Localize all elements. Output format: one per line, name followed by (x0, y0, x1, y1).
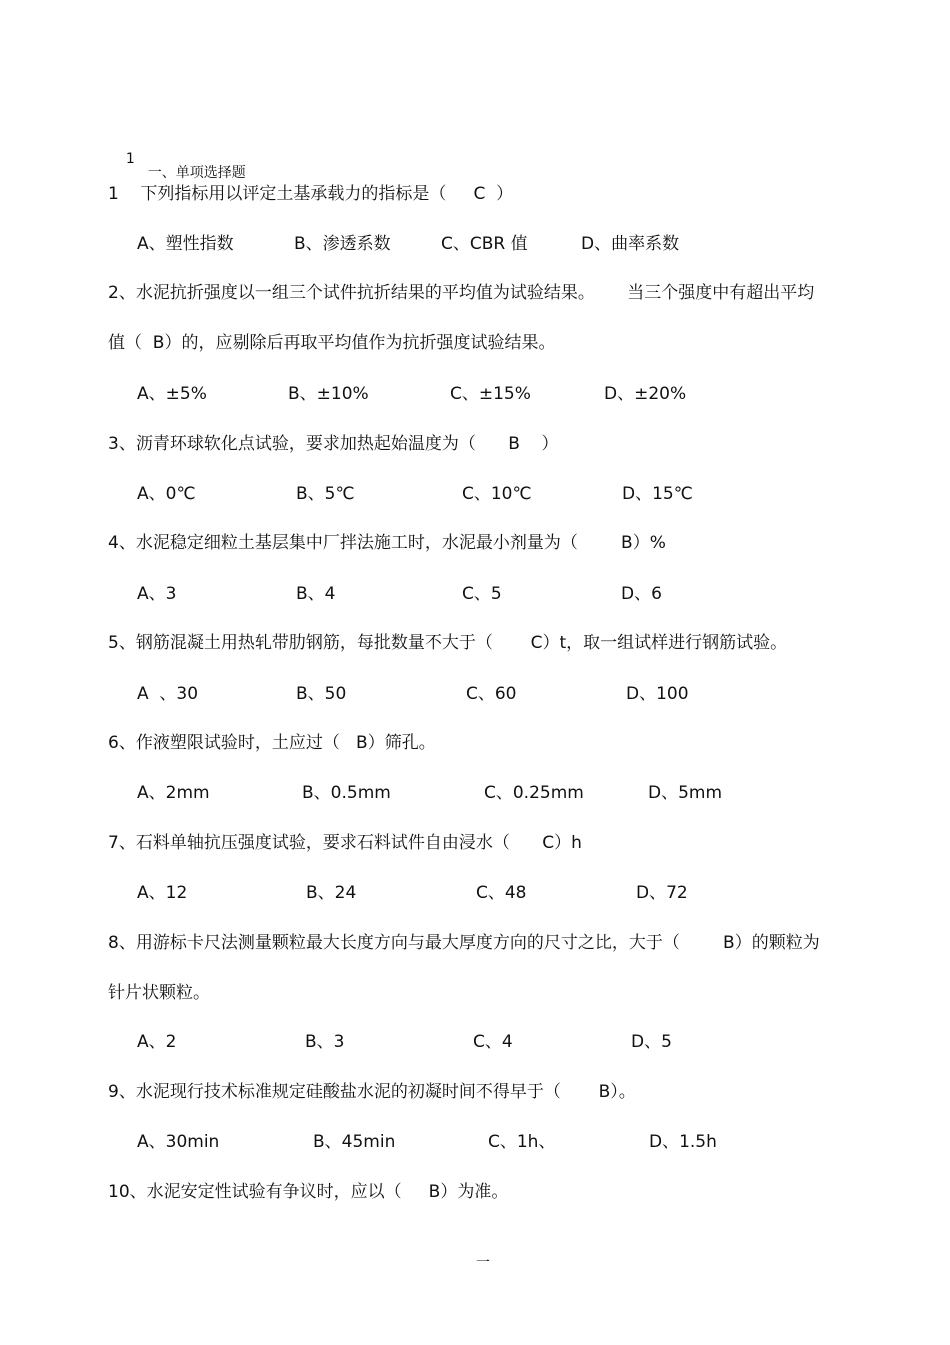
question-9: 9、水泥现行技术标准规定硅酸盐水泥的初凝时间不得早于（ B）。 (108, 1082, 636, 1102)
question-5: 5、钢筋混凝土用热轧带肋钢筋，每批数量不大于（ C）t，取一组试样进行钢筋试验。 (108, 633, 788, 653)
option-a: A、2mm (137, 783, 210, 803)
question-3: 3、沥青环球软化点试验，要求加热起始温度为（ B ） (108, 434, 559, 454)
option-c: C、60 (466, 684, 517, 704)
question-1: 1 下列指标用以评定土基承载力的指标是（ C ） (108, 184, 514, 204)
option-b: B、24 (306, 883, 357, 903)
option-d: D、15℃ (622, 484, 693, 504)
option-b: B、50 (296, 684, 347, 704)
option-c: C、10℃ (462, 484, 532, 504)
option-d: D、1.5h (649, 1132, 717, 1152)
page-number: 一 (476, 1255, 490, 1271)
option-c: C、CBR 值 (441, 234, 528, 254)
option-b: B、渗透系数 (294, 234, 391, 254)
option-d: D、曲率系数 (581, 234, 680, 254)
option-a: A、3 (137, 584, 177, 604)
option-a: A、±5% (137, 384, 207, 404)
option-a: A、30min (137, 1132, 220, 1152)
option-c: C、1h、 (488, 1132, 556, 1152)
question-7: 7、石料单轴抗压强度试验，要求石料试件自由浸水（ C）h (108, 833, 582, 853)
option-d: D、72 (636, 883, 688, 903)
question-8: 8、用游标卡尺法测量颗粒最大长度方向与最大厚度方向的尺寸之比，大于（ B）的颗粒为 (108, 933, 820, 953)
option-b: B、3 (305, 1032, 345, 1052)
option-d: D、100 (626, 684, 689, 704)
option-b: B、45min (313, 1132, 396, 1152)
option-c: C、4 (473, 1032, 513, 1052)
option-c: C、48 (476, 883, 527, 903)
option-d: D、±20% (604, 384, 687, 404)
question-6: 6、作液塑限试验时，土应过（ B）筛孔。 (108, 733, 436, 753)
option-b: B、4 (296, 584, 336, 604)
option-a: A、2 (137, 1032, 177, 1052)
question-10: 10、水泥安定性试验有争议时，应以（ B）为准。 (108, 1182, 509, 1202)
section-title: 一、单项选择题 (147, 165, 246, 181)
option-b: B、5℃ (296, 484, 355, 504)
section-number: 1 (125, 151, 135, 167)
option-c: C、±15% (450, 384, 531, 404)
option-b: B、0.5mm (302, 783, 391, 803)
option-a: A 、30 (137, 684, 199, 704)
option-c: C、5 (462, 584, 502, 604)
question-2: 2、水泥抗折强度以一组三个试件抗折结果的平均值为试验结果。 当三个强度中有超出平均 (108, 283, 815, 303)
option-a: A、塑性指数 (137, 234, 234, 254)
option-d: D、5 (631, 1032, 672, 1052)
option-a: A、12 (137, 883, 188, 903)
question-4: 4、水泥稳定细粒土基层集中厂拌法施工时，水泥最小剂量为（ B）% (108, 533, 666, 553)
question-2-cont: 值（ B）的，应剔除后再取平均值作为抗折强度试验结果。 (108, 333, 556, 353)
option-a: A、0℃ (137, 484, 196, 504)
option-d: D、5mm (648, 783, 723, 803)
option-b: B、±10% (288, 384, 369, 404)
question-8-cont: 针片状颗粒。 (108, 983, 210, 1003)
option-c: C、0.25mm (484, 783, 584, 803)
option-d: D、6 (621, 584, 662, 604)
